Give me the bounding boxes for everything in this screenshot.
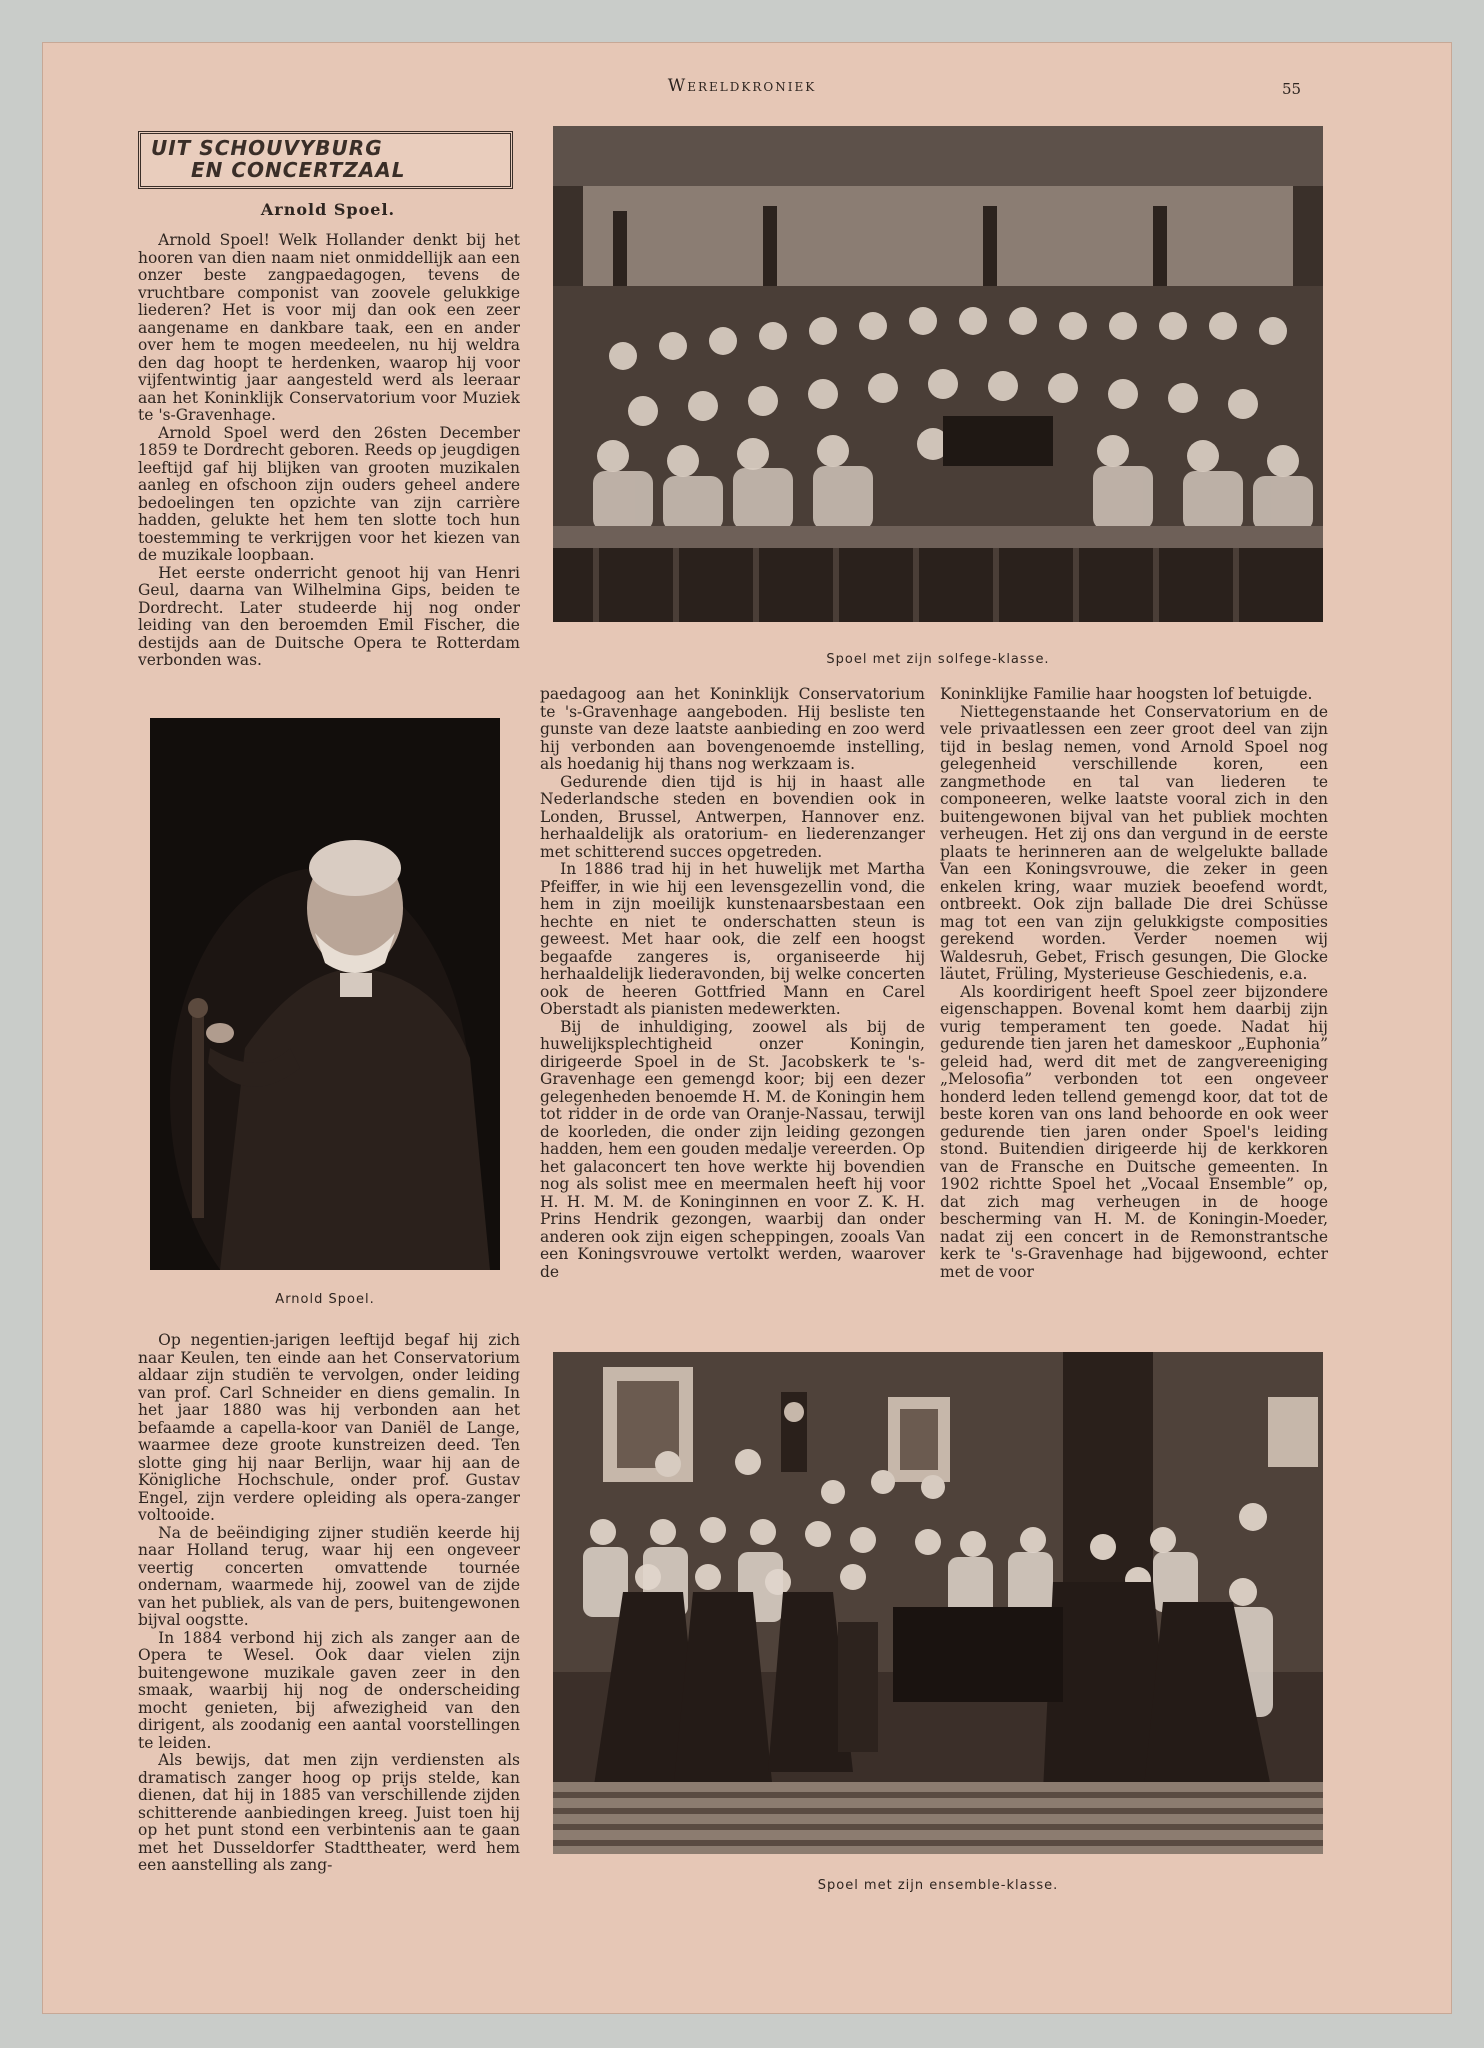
paragraph: Gedurende dien tijd is hij in haast alle Nederlandsche steden en bovendien ook in Londen, Brussel, Antwerpen, Hannover enz. herhaaldelijk als oratorium- en liederenzanger met schitterend succes opgetreden. [540,772,925,861]
paragraph: Als koordirigent heeft Spoel zeer bijzondere eigenschappen. Bovenal komt hem daarbij zijn vurig temperament ten goede. Nadat hij gedurende tien jaren het dameskoor „Euphonia” geleid had, werd dit met de zangvereeniging „Melosofia” verbonden tot een ongeveer honderd leden tellend gemengd koor, dat tot de beste koren van ons land behoorde en ook weer gedurende tien jaren onder Spoel's leiding stond. Buitendien dirigeerde hij de kerkkoren van de Fransche en Duitsche gemeenten. In 1902 richtte Spoel het „Vocaal Ensemble” op, dat zich mag verheugen in de hooge bescherming van H. M. de Koningin-Moeder, nadat zij een concert in de Remonstrantsche kerk te 's-Gravenhage had bijgewoond, echter met de voor [940,982,1328,1281]
paragraph: Koninklijke Familie haar hoogsten lof betuigde. [940,686,1313,703]
column-2 [540,686,925,1324]
paragraph: Het eerste onderricht genoot hij van Henri Geul, daarna van Wilhelmina Gips, beiden te Dordrecht. Later studeerde hij nog onder leiding van den beroemden Emil Fischer, die destijds aan de Duitsche Opera te Rotterdam verbonden was. [138,563,520,669]
portrait-caption: Arnold Spoel. [275,1292,375,1307]
paragraph: Na de beëindiging zijner studiën keerde hij naar Holland terug, waar hij een ongeveer veertig concerten omvattende tournée ondernam, waarmede hij, zoowel van de zijde van het publiek, als van de pers, buitengewonen bijval oogstte. [138,1523,520,1629]
column-1-bottom [138,1332,520,1892]
running-head: Wereldkroniek [667,76,817,96]
paragraph: Arnold Spoel werd den 26sten December 1859 te Dordrecht geboren. Reeds op jeugdigen leeftijd gaf hij blijken van grooten muzikalen aanleg en ofschoon zijn ouders geheel andere bedoelingen ten opzichte van zijn carrière hadden, gelukte het hem ten slotte toch hun toestemming te verkrijgen voor het kiezen van de muzikale loopbaan. [138,423,520,564]
paragraph: In 1884 verbond hij zich als zanger aan de Opera te Wesel. Ook daar vielen zijn buitengewone muzikale gaven zeer in den smaak, waarbij hij nog de onderscheiding mocht genieten, bij afwezigheid van den dirigent, als zoodanig een aantal voorstellingen te leiden. [138,1628,520,1752]
paragraph: Bij de inhuldiging, zoowel als bij de huwelijksplechtigheid onzer Koningin, dirigeerde Spoel in de St. Jacobskerk te 's-Gravenhage een gemengd koor; bij een dezer gelegenheden benoemde H. M. de Koningin hem tot ridder in de orde van Oranje-Nassau, terwijl de koorleden, die onder zijn leiding gezongen hadden, hem een gouden medalje vereerden. Op het galaconcert ten hove werkte hij bovendien nog als solist mee en meermalen heeft hij voor H. H. M. M. de Koninginnen en voor Z. K. H. Prins Hendrik gezongen, waarbij dan onder anderen ook zijn eigen scheppingen, zooals Van een Koningsvrouwe vertolkt werden, waarover de [540,1017,925,1281]
column-1-top [138,232,520,692]
paragraph: Op negentien-jarigen leeftijd begaf hij zich naar Keulen, ten einde aan het Conservatorium aldaar zijn studiën te vervolgen, onder leiding van prof. Carl Schneider en diens gemalin. In het jaar 1880 was hij verbonden aan het befaamde a capella-koor van Daniël de Lange, waarmee deze groote kunstreizen deed. Ten slotte ging hij naar Berlijn, waar hij aan de Königliche Hochschule, onder prof. Gustav Engel, zijn verdere opleiding als opera-zanger voltooide. [138,1332,520,1524]
column-3 [940,686,1328,1324]
ensemble-class-photo [553,1352,1323,1854]
paragraph: In 1886 trad hij in het huwelijk met Martha Pfeiffer, in wie hij een levensgezellin vond, die hem in zijn moeilijk kunstenaarsbestaan een hechte en niet te onderschatten steun is geweest. Met haar ook, die zelf een hoogst begaafde zangeres is, organiseerde hij herhaaldelijk liederavonden, bij welke concerten ook de heeren Gottfried Mann en Carel Oberstadt als pianisten medewerkten. [540,860,925,1018]
paragraph: paedagoog aan het Koninklijk Conservatorium te 's-Gravenhage aangeboden. Hij besliste ten gunste van deze laatste aanbieding en zoo werd hij verbonden aan bovengenoemde instelling, als hoedanig hij thans nog werkzaam is. [540,686,925,773]
section-rubric [138,131,513,189]
ensemble-caption: Spoel met zijn ensemble-klasse. [817,1878,1059,1893]
paragraph: Als bewijs, dat men zijn verdiensten als dramatisch zanger hoog op prijs stelde, kan dienen, dat hij in 1885 van verschillende zijden schitterende aanbiedingen kreeg. Juist toen hij op het punt stond een verbintenis aan te gaan met het Dusseldorfer Stadttheater, werd hem een aanstelling als zang- [138,1751,520,1874]
solfege-class-photo [553,126,1323,622]
paragraph: Niettegenstaande het Conservatorium en de vele privaatlessen een zeer groot deel van zijn tijd in beslag nemen, vond Arnold Spoel nog gelegenheid verschillende koren, een zangmethode en tal van liederen te componeeren, welke laatste vooral zich in den buitengewonen bijval van het publiek mochten verheugen. Het zij ons dan vergund in de eerste plaats te herinneren aan de welgelukte ballade Van een Koningsvrouwe, die zeker in geen enkelen kring, waar muziek beoefend wordt, ontbreekt. Ook zijn ballade Die drei Schüsse mag tot een van zijn gelukkigste composities gerekend worden. Verder noemen wij Waldesruh, Gebet, Frisch gesungen, Die Glocke läutet, Früling, Mysterieuse Geschiedenis, e.a. [940,702,1328,983]
solfege-caption: Spoel met zijn solfege-klasse. [826,652,1050,667]
rubric-line-2: EN CONCERTZAAL [191,158,406,182]
portrait-photo [150,718,500,1270]
page-number: 55 [1282,80,1302,98]
paragraph: Arnold Spoel! Welk Hollander denkt bij het hooren van dien naam niet onmiddellijk aan een onzer beste zangpaedagogen, tevens de vruchtbare componist van zoovele gelukkige liederen? Het is voor mij dan ook een zeer aangename en dankbare taak, een en ander over hem te mogen meedeelen, nu hij weldra den dag hoopt te herdenken, waarop hij voor vijfentwintig jaar aangesteld werd als leeraar aan het Koninklijk Conservatorium voor Muziek te 's-Gravenhage. [138,232,520,424]
article-title: Arnold Spoel. [260,200,396,219]
rubric-line-1: UIT SCHOUVYBURG [151,136,383,160]
